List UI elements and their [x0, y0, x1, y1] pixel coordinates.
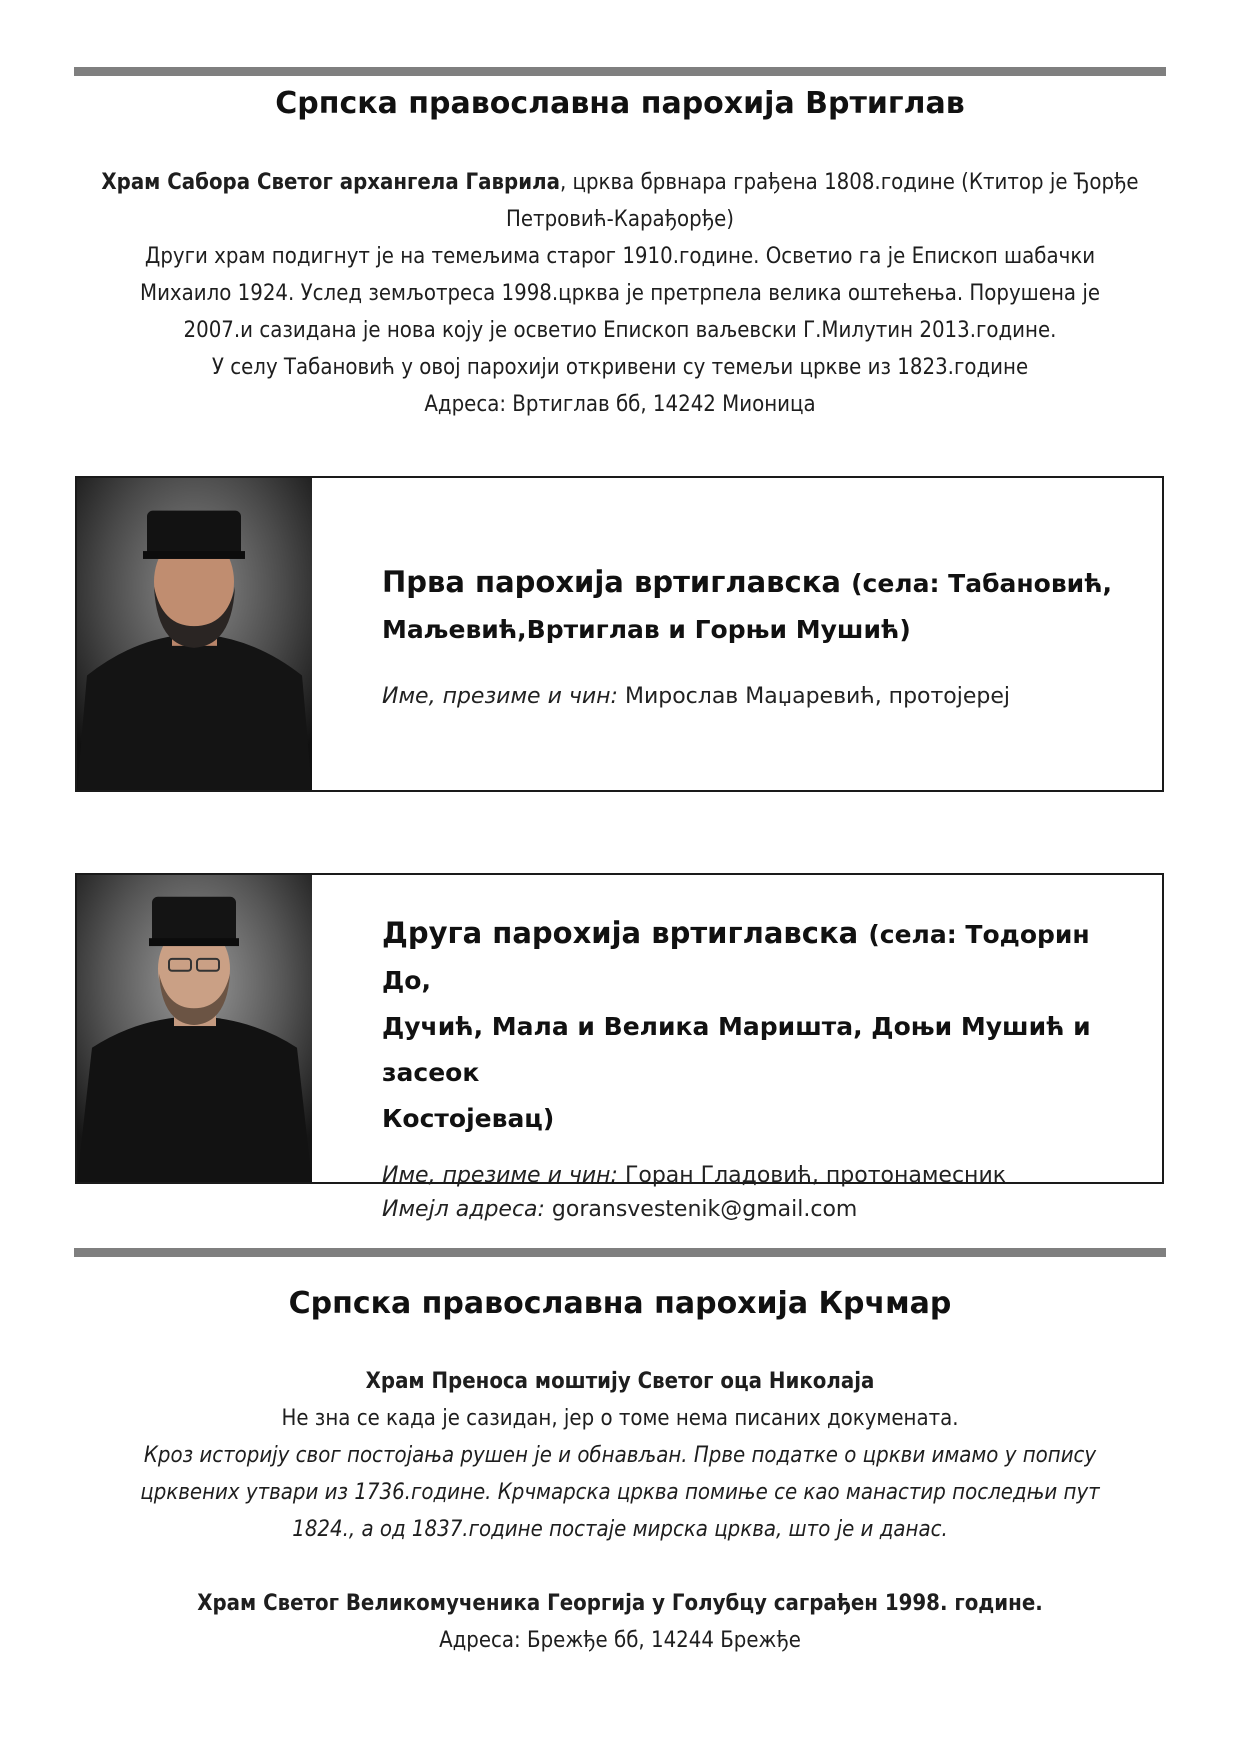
krcmar-italic-2: црквених утвари из 1736.године. Крчмарска црква помиње се као манастир последњи пут — [140, 1480, 1100, 1505]
parish-2-info — [382, 1159, 1122, 1227]
krcmar-line-2: Не зна се када је сазидан, јер о томе нема писаних докумената. — [281, 1406, 959, 1431]
parish-card-2 — [75, 873, 1164, 1222]
section-title-krcmar: Српска православна парохија Крчмар — [288, 1286, 952, 1321]
parish-1-title: Прва парохија вртиглавска — [382, 565, 841, 599]
parish-1-villages-2: Маљевић,Вртиглав и Горњи Мушић) — [382, 615, 911, 644]
parish-1-info — [382, 680, 1122, 714]
parish-1-name-label: Име, презиме и чин: — [382, 684, 618, 709]
vrtiglav-line-4: Михаило 1924. Услед земљотреса 1998.црква је претрпела велика оштећења. Порушена је — [139, 281, 1101, 306]
krcmar-italic-1: Кроз историју свог постојања рушен је и обнављан. Прве податке о цркви имамо у попису — [143, 1443, 1097, 1468]
vrtiglav-church-desc: , црква брвнара грађена 1808.године (Ктитор је Ђорђе — [559, 170, 1139, 195]
krcmar-church-name: Храм Преноса моштију Светог оца Николаја — [365, 1369, 875, 1394]
krcmar-address: Адреса: Брежђе бб, 14244 Брежђе — [439, 1628, 801, 1653]
krcmar-description — [74, 1363, 1166, 1548]
krcmar-second-church — [74, 1585, 1166, 1659]
vrtiglav-address: Адреса: Вртиглав бб, 14242 Мионица — [424, 392, 816, 417]
parish-2-email-row — [382, 1193, 1122, 1227]
parish-2-title-block — [382, 911, 1122, 1141]
parish-2-email-label: Имејл адреса: — [382, 1197, 545, 1222]
parish-card-1 — [75, 476, 1164, 792]
golubac-church: Храм Светог Великомученика Георгија у Голубцу саграђен 1998. године. — [197, 1591, 1043, 1616]
section-title-vrtiglav: Српска православна парохија Вртиглав — [275, 86, 965, 121]
priest-photo-1 — [77, 478, 312, 790]
parish-2-villages-2: Дучић, Мала и Велика Маришта, Доњи Мушић и засеок — [382, 1012, 1091, 1087]
priest-photo-2 — [77, 875, 312, 1182]
top-divider — [74, 67, 1166, 76]
parish-2-name-label: Име, презиме и чин: — [382, 1163, 618, 1188]
vrtiglav-line-5: 2007.и сазидана је нова коју је осветио Епископ ваљевски Г.Милутин 2013.године. — [183, 318, 1057, 343]
parish-1-villages-1: (села: Табановић, — [851, 569, 1113, 598]
parish-2-villages-3: Костојевац) — [382, 1104, 555, 1133]
parish-2-villages-1: (села: Тодорин До, — [382, 920, 1090, 995]
parish-2-name-row — [382, 1159, 1122, 1193]
middle-divider — [74, 1248, 1166, 1257]
parish-1-name-value: Мирослав Маџаревић, протојереј — [617, 684, 1011, 709]
vrtiglav-church-line — [74, 164, 1166, 201]
vrtiglav-line-6: У селу Табановић у овој парохији откривени су темељи цркве из 1823.године — [211, 355, 1029, 380]
parish-2-email-value[interactable]: goransvestenik@gmail.com — [544, 1197, 858, 1222]
vrtiglav-line-3: Други храм подигнут је на темељима старог 1910.године. Осветио га је Епископ шабачки — [144, 244, 1096, 269]
vrtiglav-church-name: Храм Сабора Светог архангела Гаврила — [101, 170, 560, 195]
parish-2-name-value: Горан Гладовић, протонамесник — [617, 1163, 1007, 1188]
krcmar-italic-3: 1824., а од 1837.године постаје мирска црква, што је и данас. — [292, 1517, 948, 1542]
parish-1-title-block — [382, 560, 1122, 652]
vrtiglav-line-2: Петровић-Карађорђе) — [505, 207, 735, 232]
parish-2-title: Друга парохија вртиглавска — [382, 916, 859, 950]
vrtiglav-description — [74, 164, 1166, 423]
